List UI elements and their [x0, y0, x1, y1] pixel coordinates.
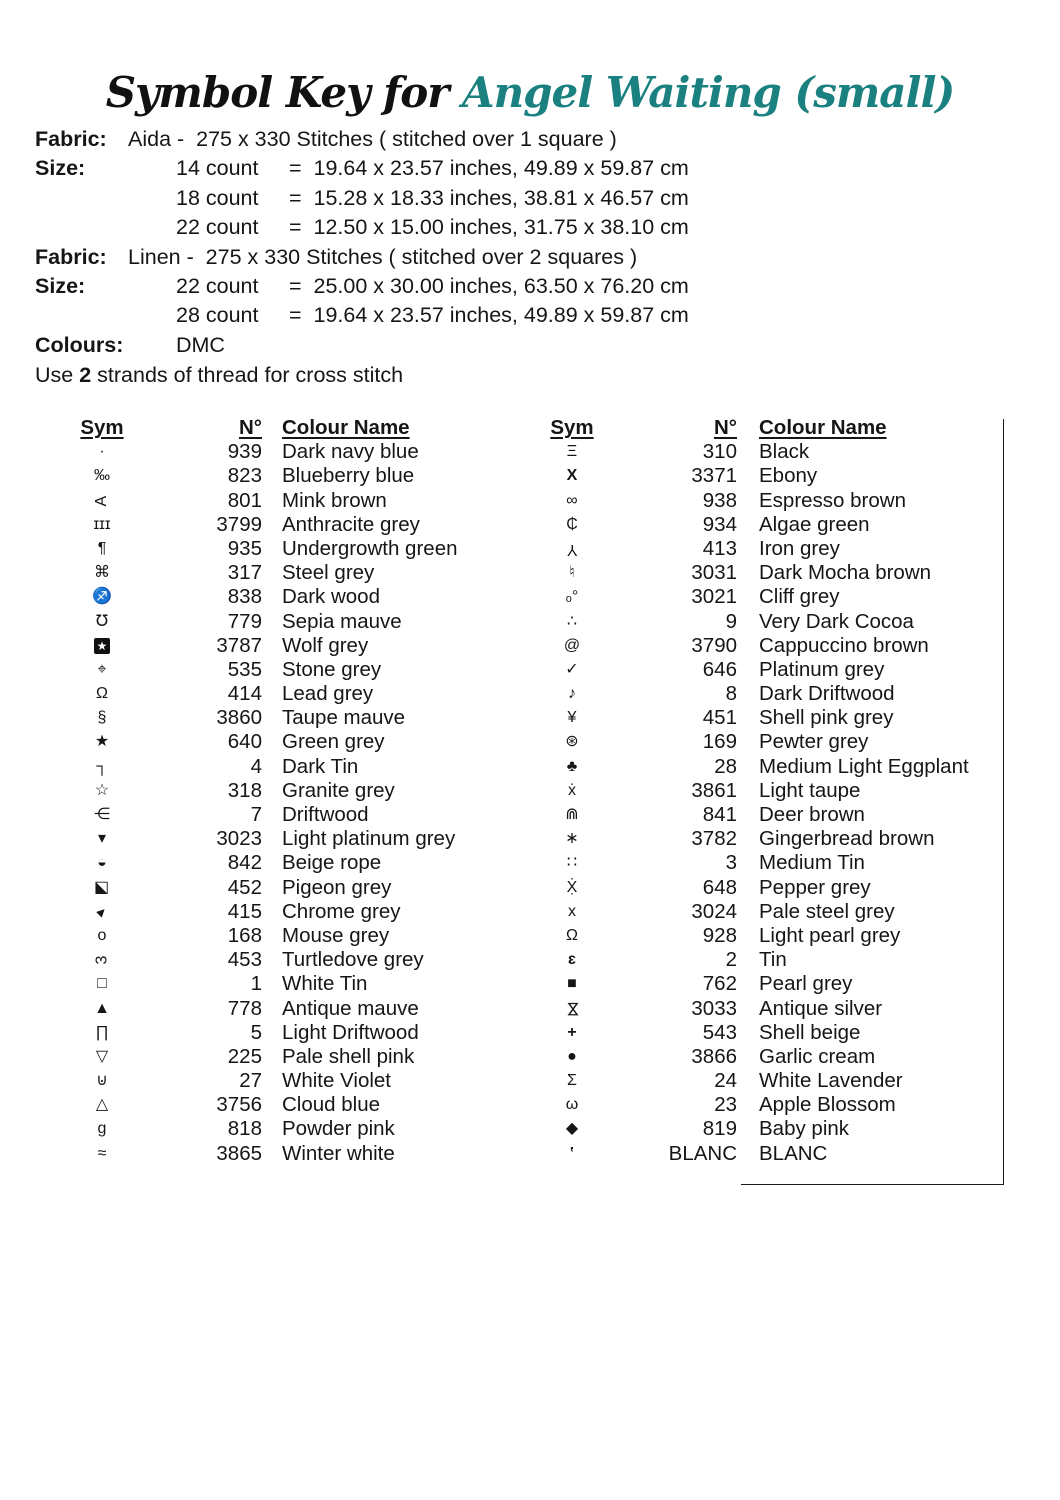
symbol-cell	[58, 489, 146, 513]
colour-name-cell: BLANC	[759, 1141, 828, 1165]
strands-prefix: Use	[35, 363, 80, 387]
thread-number-cell: 27	[239, 1069, 262, 1093]
symbol-cell	[528, 1045, 616, 1069]
symbol-cell	[528, 755, 616, 779]
colour-name-cell: Stone grey	[282, 657, 382, 681]
colour-name-cell: Mink brown	[282, 488, 387, 512]
thread-number-cell: 646	[702, 657, 737, 681]
thread-number-cell: 3861	[691, 778, 737, 802]
colour-name-cell: Cloud blue	[282, 1093, 381, 1117]
symbol-cell	[58, 440, 146, 464]
stitch-symbol-icon: ★	[94, 638, 110, 654]
stitch-symbol-icon: ▸	[92, 902, 111, 921]
title-prefix: Symbol Key for	[105, 68, 462, 117]
symbol-cell	[528, 876, 616, 900]
spec-label	[35, 301, 128, 330]
thread-number-cell: 8	[725, 682, 737, 706]
strands-suffix: strands of thread for cross stitch	[91, 363, 404, 387]
thread-number-cell: 934	[702, 512, 737, 536]
spec-dimensions: = 25.00 x 30.00 inches, 63.50 x 76.20 cm	[289, 274, 689, 299]
symbol-cell	[528, 1093, 616, 1117]
colour-name-cell: Dark navy blue	[282, 440, 419, 464]
stitch-symbol-icon: ∏	[95, 1023, 109, 1041]
colour-name-cell: Dark wood	[282, 585, 380, 609]
spec-line	[35, 125, 689, 154]
thread-number-cell: 3782	[691, 827, 737, 851]
symbol-cell	[58, 464, 146, 488]
thread-number-cell: 842	[227, 851, 262, 875]
thread-number-cell: 3865	[216, 1141, 262, 1165]
colour-name-cell: Gingerbread brown	[759, 827, 935, 851]
colour-name-cell: White Lavender	[759, 1069, 903, 1093]
stitch-symbol-icon: ω	[565, 1096, 579, 1114]
colour-name-cell: Iron grey	[759, 536, 840, 560]
colour-name-cell: Turtledove grey	[282, 948, 424, 972]
stitch-symbol-icon: ▲	[94, 999, 110, 1017]
stitch-symbol-icon: ₵	[566, 515, 578, 533]
thread-number-cell: 928	[702, 923, 737, 947]
stitch-symbol-icon: ·	[99, 443, 105, 461]
thread-number-cell: 453	[227, 948, 262, 972]
table-right-border	[1003, 419, 1004, 1185]
symbol-cell	[528, 948, 616, 972]
column-header-colour-name: Colour Name	[759, 416, 887, 439]
thread-number-cell: 1	[250, 972, 262, 996]
title-pattern-name: Angel Waiting (small)	[461, 68, 955, 117]
stitch-symbol-icon: ⊍	[96, 1072, 108, 1090]
stitch-symbol-icon: Σ	[567, 1072, 577, 1090]
thread-number-cell: 310	[702, 440, 737, 464]
thread-number-cell: 3024	[691, 899, 737, 923]
thread-number-cell: 535	[227, 657, 262, 681]
thread-number-cell: 3023	[216, 827, 262, 851]
symbol-cell	[58, 1093, 146, 1117]
colour-name-cell: Apple Blossom	[759, 1093, 896, 1117]
stitch-symbol-icon: ♐	[92, 588, 112, 606]
colour-name-cell: Anthracite grey	[282, 512, 420, 536]
colour-name-cell: Taupe mauve	[282, 706, 406, 730]
thread-number-cell: 4	[250, 754, 262, 778]
symbol-cell	[528, 851, 616, 875]
symbol-cell	[58, 1117, 146, 1141]
stitch-symbol-icon: ∷	[566, 854, 578, 872]
colour-name-cell: Shell pink grey	[759, 706, 894, 730]
thread-number-cell: 168	[227, 923, 262, 947]
symbol-cell	[58, 900, 146, 924]
thread-number-cell: 819	[702, 1117, 737, 1141]
thread-number-cell: 169	[702, 730, 737, 754]
stitch-symbol-icon: ✓	[565, 660, 579, 678]
stitch-symbol-icon: ⌖	[97, 660, 107, 678]
symbol-cell	[58, 924, 146, 948]
stitch-symbol-icon: ɛ	[568, 951, 576, 969]
thread-number-cell: 318	[227, 778, 262, 802]
spec-label: Fabric:	[35, 127, 107, 151]
colour-name-cell: Light taupe	[759, 778, 861, 802]
symbol-cell	[528, 730, 616, 754]
stitch-symbol-icon: ●	[567, 1047, 577, 1065]
spec-label: Size:	[35, 274, 86, 299]
symbol-cell	[58, 634, 146, 658]
colour-name-cell: Medium Tin	[759, 851, 865, 875]
thread-number-cell: 648	[702, 875, 737, 899]
thread-number-cell: 801	[227, 488, 262, 512]
stitch-symbol-icon: Ω	[96, 685, 108, 703]
thread-number-cell: 3033	[691, 996, 737, 1020]
symbol-cell	[58, 658, 146, 682]
colour-name-cell: Cliff grey	[759, 585, 840, 609]
stitch-symbol-icon: ⊛	[565, 733, 579, 751]
symbol-cell	[528, 561, 616, 585]
thread-number-cell: 7	[250, 803, 262, 826]
colour-name-cell: Antique mauve	[282, 996, 419, 1020]
spec-line	[35, 154, 689, 183]
colour-name-cell: Ebony	[759, 464, 818, 488]
symbol-cell	[528, 440, 616, 464]
symbol-cell	[58, 972, 146, 996]
symbol-cell	[58, 682, 146, 706]
thread-number-cell: 818	[227, 1117, 262, 1141]
stitch-symbol-icon: Ξ	[566, 443, 578, 461]
colour-name-cell: Pearl grey	[759, 972, 853, 996]
colour-name-cell: Tin	[759, 948, 787, 972]
column-header-number: N°	[713, 416, 737, 439]
symbol-cell	[528, 972, 616, 996]
thread-number-cell: 779	[227, 609, 262, 633]
thread-number-cell: 838	[227, 585, 262, 609]
stitch-symbol-icon: ■	[567, 975, 577, 993]
stitch-symbol-icon: ℧	[95, 612, 109, 630]
symbol-cell	[528, 585, 616, 609]
colour-name-cell: Granite grey	[282, 778, 395, 802]
spec-count: 18 count	[176, 185, 259, 210]
spec-dimensions: = 15.28 x 18.33 inches, 38.81 x 46.57 cm	[289, 185, 689, 210]
stitch-symbol-icon: ∞	[566, 491, 578, 509]
symbol-cell	[58, 779, 146, 803]
thread-number-cell: 3860	[216, 706, 262, 730]
spec-line	[35, 213, 689, 242]
stitch-symbol-icon: ẋ	[568, 781, 576, 799]
colour-name-cell: White Violet	[282, 1069, 392, 1093]
symbol-cell	[528, 682, 616, 706]
symbol-cell	[58, 585, 146, 609]
symbol-cell	[58, 706, 146, 730]
symbol-cell	[528, 827, 616, 851]
stitch-symbol-icon: @	[563, 636, 581, 654]
spec-line	[35, 272, 689, 301]
colour-name-cell: Cappuccino brown	[759, 633, 929, 657]
stitch-symbol-icon: ♮	[569, 564, 575, 582]
symbol-cell	[528, 464, 616, 488]
thread-number-cell: 28	[714, 754, 737, 778]
symbol-cell	[58, 827, 146, 851]
symbol-cell	[528, 1117, 616, 1141]
thread-number-cell: 3756	[216, 1093, 262, 1117]
spec-label: Colours:	[35, 332, 124, 357]
stitch-symbol-icon: §	[97, 709, 107, 727]
spec-dimensions: = 19.64 x 23.57 inches, 49.89 x 59.87 cm	[289, 156, 689, 181]
thread-number-cell: 415	[227, 899, 262, 923]
symbol-cell	[528, 513, 616, 537]
colour-name-cell: Pale steel grey	[759, 899, 895, 923]
stitch-symbol-icon: ≈	[97, 1144, 107, 1162]
thread-number-cell: 3371	[691, 464, 737, 488]
symbol-cell	[58, 1021, 146, 1045]
spec-count: 22 count	[176, 274, 259, 299]
spec-line	[35, 301, 689, 330]
thread-number-cell: 3787	[216, 633, 262, 657]
symbol-cell	[528, 658, 616, 682]
symbol-cell	[58, 537, 146, 561]
symbol-cell	[528, 634, 616, 658]
colour-name-cell: Light pearl grey	[759, 923, 901, 947]
symbol-cell	[528, 610, 616, 634]
symbol-cell	[528, 1021, 616, 1045]
colour-name-cell: Undergrowth green	[282, 536, 458, 560]
symbol-cell	[528, 900, 616, 924]
colour-name-cell: Green grey	[282, 730, 385, 754]
spec-label: Size:	[35, 156, 86, 181]
column-header-colour-name: Colour Name	[282, 416, 410, 439]
colour-name-cell: Deer brown	[759, 803, 865, 826]
stitch-symbol-icon: ★	[94, 733, 110, 751]
column-header-number: N°	[238, 416, 262, 439]
symbol-cell	[58, 755, 146, 779]
thread-number-cell: 3021	[691, 585, 737, 609]
colour-name-cell: Black	[759, 440, 810, 464]
symbol-cell	[58, 730, 146, 754]
spec-count: 28 count	[176, 303, 259, 328]
symbol-cell	[528, 1069, 616, 1093]
thread-number-cell: 9	[725, 609, 737, 633]
thread-number-cell: 939	[227, 440, 262, 464]
table-bottom-border	[741, 1184, 1004, 1185]
symbol-cell	[528, 803, 616, 827]
thread-number-cell: 938	[702, 488, 737, 512]
stitch-symbol-icon: ♣	[566, 757, 578, 775]
colour-name-cell: Pale shell pink	[282, 1044, 415, 1068]
stitch-symbol-icon: ┐	[96, 757, 108, 775]
spec-label: Fabric:	[35, 244, 107, 269]
stitch-symbol-icon: □	[97, 975, 107, 993]
thread-number-cell: 24	[714, 1069, 737, 1093]
stitch-symbol-icon: Ω	[566, 926, 578, 944]
column-header-sym: Sym	[80, 416, 124, 439]
thread-number-cell: 3799	[216, 512, 262, 536]
thread-number-cell: 935	[227, 536, 262, 560]
colour-name-cell: Algae green	[759, 512, 870, 536]
symbol-cell	[58, 803, 146, 827]
symbol-cell	[58, 513, 146, 537]
colour-name-cell: Medium Light Eggplant	[759, 754, 969, 778]
stitch-symbol-icon: ¶	[97, 539, 107, 557]
symbol-cell	[58, 1142, 146, 1166]
stitch-symbol-icon: X	[566, 467, 578, 485]
spec-dimensions: = 19.64 x 23.57 inches, 49.89 x 59.87 cm	[289, 303, 689, 328]
stitch-symbol-icon: ‛	[569, 1144, 575, 1162]
colour-name-cell: White Tin	[282, 972, 368, 996]
symbol-cell	[528, 997, 616, 1021]
symbol-cell	[528, 779, 616, 803]
thread-number-cell: 225	[227, 1044, 262, 1068]
symbol-cell	[528, 537, 616, 561]
symbol-cell	[58, 561, 146, 585]
stitch-symbol-icon: x	[568, 902, 576, 920]
colour-name-cell: Powder pink	[282, 1117, 395, 1141]
stitch-symbol-icon: ∴	[566, 612, 578, 630]
fabric-specs	[35, 125, 689, 360]
colour-name-cell: Garlic cream	[759, 1044, 876, 1068]
thread-number-cell: 640	[227, 730, 262, 754]
thread-number-cell: 823	[227, 464, 262, 488]
stitch-symbol-icon: ⋒	[565, 806, 579, 823]
stitch-symbol-icon: ɪɪɪ	[93, 515, 111, 533]
stitch-symbol-icon: 3	[92, 955, 110, 965]
colour-name-cell: Winter white	[282, 1141, 395, 1165]
thread-number-cell: 3031	[691, 561, 737, 585]
spec-label	[35, 213, 128, 242]
colour-name-cell: Antique silver	[759, 996, 883, 1020]
strands-note	[35, 361, 403, 390]
thread-number-cell: 778	[227, 996, 262, 1020]
colour-name-cell: Pigeon grey	[282, 875, 392, 899]
colour-name-cell: Pewter grey	[759, 730, 869, 754]
spec-value: DMC	[176, 332, 225, 357]
stitch-symbol-icon: g	[97, 1120, 107, 1138]
stitch-symbol-icon: ♪	[568, 685, 576, 703]
stitch-symbol-icon: ☆	[94, 781, 110, 799]
colour-name-cell: Platinum grey	[759, 657, 885, 681]
stitch-symbol-icon: ₒ°	[565, 588, 579, 606]
spec-label	[35, 184, 128, 213]
stitch-symbol-icon: ‰	[94, 467, 110, 485]
colour-name-cell: Blueberry blue	[282, 464, 415, 488]
spec-value: Linen - 275 x 330 Stitches ( stitched over 2 squares )	[128, 244, 638, 269]
symbol-cell	[58, 948, 146, 972]
stitch-symbol-icon: ▽	[95, 1047, 109, 1065]
colour-name-cell: Baby pink	[759, 1117, 850, 1141]
thread-number-cell: 841	[702, 803, 737, 826]
thread-number-cell: 762	[702, 972, 737, 996]
strands-count: 2	[79, 363, 92, 387]
stitch-symbol-icon: A	[92, 495, 110, 506]
thread-number-cell: 543	[702, 1020, 737, 1044]
symbol-cell	[58, 851, 146, 875]
stitch-symbol-icon: Y	[566, 541, 578, 559]
stitch-symbol-icon: ◆	[565, 1120, 579, 1138]
colour-name-cell: Steel grey	[282, 561, 375, 585]
spec-line	[35, 243, 689, 272]
stitch-symbol-icon: Ẋ̣	[566, 878, 578, 896]
spec-count: 22 count	[176, 215, 259, 240]
colour-name-cell: Shell beige	[759, 1020, 861, 1044]
thread-number-cell: 23	[714, 1093, 737, 1117]
symbol-key-table-right	[528, 416, 985, 1166]
column-header-sym: Sym	[550, 416, 594, 439]
spec-value: Aida - 275 x 330 Stitches ( stitched over 1 square )	[128, 127, 617, 151]
thread-number-cell: 5	[250, 1020, 262, 1044]
thread-number-cell: 3866	[691, 1044, 737, 1068]
thread-number-cell: 413	[702, 536, 737, 560]
symbol-key-table-left	[58, 416, 512, 1166]
colour-name-cell: Light platinum grey	[282, 827, 456, 851]
thread-number-cell: 451	[702, 706, 737, 730]
stitch-symbol-icon: ▾	[97, 830, 107, 848]
colour-name-cell: Dark Mocha brown	[759, 561, 932, 585]
thread-number-cell: BLANC	[668, 1141, 737, 1165]
symbol-cell	[528, 924, 616, 948]
spec-dimensions: = 12.50 x 15.00 inches, 31.75 x 38.10 cm	[289, 215, 689, 240]
colour-name-cell: Driftwood	[282, 803, 369, 826]
colour-name-cell: Lead grey	[282, 682, 374, 706]
colour-name-cell: Dark Driftwood	[759, 682, 895, 706]
symbol-cell	[58, 1069, 146, 1093]
thread-number-cell: 3	[725, 851, 737, 875]
symbol-cell	[58, 997, 146, 1021]
symbol-cell	[58, 610, 146, 634]
stitch-symbol-icon: ◒	[97, 854, 107, 872]
stitch-symbol-icon: ⋲	[94, 806, 110, 823]
thread-number-cell: 414	[227, 682, 262, 706]
colour-name-cell: Sepia mauve	[282, 609, 402, 633]
symbol-cell	[528, 706, 616, 730]
spec-line	[35, 184, 689, 213]
stitch-symbol-icon: ⌘	[94, 564, 110, 582]
page-title	[0, 68, 1060, 117]
stitch-symbol-icon: ¥	[567, 709, 577, 727]
stitch-symbol-icon: ⋈	[564, 1000, 582, 1017]
thread-number-cell: 317	[227, 561, 262, 585]
colour-name-cell: Dark Tin	[282, 754, 359, 778]
symbol-cell	[528, 489, 616, 513]
colour-name-cell: Beige rope	[282, 851, 382, 875]
colour-name-cell: Espresso brown	[759, 488, 906, 512]
spec-line	[35, 331, 689, 360]
spec-count: 14 count	[176, 156, 259, 181]
thread-number-cell: 3790	[691, 633, 737, 657]
symbol-cell	[58, 1045, 146, 1069]
symbol-cell	[58, 876, 146, 900]
thread-number-cell: 452	[227, 875, 262, 899]
colour-name-cell: Mouse grey	[282, 923, 390, 947]
thread-number-cell: 2	[725, 948, 737, 972]
colour-name-cell: Chrome grey	[282, 899, 401, 923]
stitch-symbol-icon: △	[95, 1096, 109, 1114]
symbol-cell	[528, 1142, 616, 1166]
stitch-symbol-icon: ◪	[94, 878, 110, 896]
stitch-symbol-icon: +	[567, 1023, 577, 1041]
stitch-symbol-icon: o	[97, 926, 107, 944]
stitch-symbol-icon: ∗	[565, 830, 579, 848]
colour-name-cell: Very Dark Cocoa	[759, 609, 914, 633]
colour-name-cell: Wolf grey	[282, 633, 369, 657]
colour-name-cell: Light Driftwood	[282, 1020, 419, 1044]
colour-name-cell: Pepper grey	[759, 875, 871, 899]
